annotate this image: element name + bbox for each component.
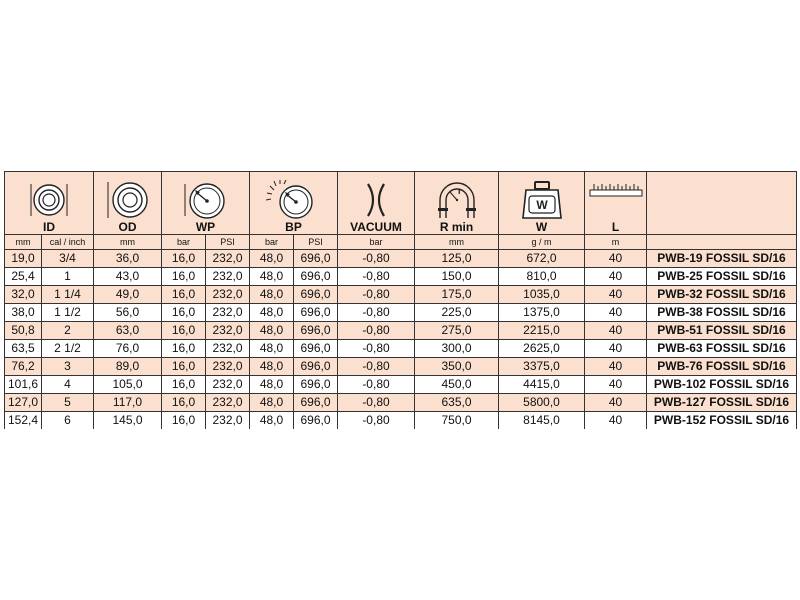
cell-rmin: 300,0 xyxy=(415,340,499,358)
cell-weight: 8145,0 xyxy=(499,412,585,430)
cell-length: 40 xyxy=(585,268,647,286)
cell-vacuum: -0,80 xyxy=(338,304,415,322)
cell-id-mm: 127,0 xyxy=(5,394,42,412)
cell-rmin: 175,0 xyxy=(415,286,499,304)
cell-bp-bar: 48,0 xyxy=(250,304,294,322)
od-label: OD xyxy=(118,220,137,234)
cell-id-mm: 76,2 xyxy=(5,358,42,376)
unit-id-mm: mm xyxy=(5,235,42,250)
concentric-rings-icon xyxy=(29,180,69,220)
cell-rmin: 450,0 xyxy=(415,376,499,394)
cell-id-inch: 6 xyxy=(42,412,94,430)
vacuum-header xyxy=(338,172,415,235)
cell-weight: 2625,0 xyxy=(499,340,585,358)
cell-bp-psi: 696,0 xyxy=(294,412,338,430)
cell-wp-psi: 232,0 xyxy=(206,250,250,268)
cell-wp-bar: 16,0 xyxy=(162,286,206,304)
unit-od: mm xyxy=(94,235,162,250)
cell-id-mm: 63,5 xyxy=(5,340,42,358)
id-header xyxy=(5,172,94,235)
cell-bp-psi: 696,0 xyxy=(294,286,338,304)
cell-od: 105,0 xyxy=(94,376,162,394)
cell-model: PWB-38 FOSSIL SD/16 xyxy=(647,304,797,322)
cell-model: PWB-76 FOSSIL SD/16 xyxy=(647,358,797,376)
cell-wp-psi: 232,0 xyxy=(206,376,250,394)
cell-id-inch: 1 1/4 xyxy=(42,286,94,304)
cell-bp-bar: 48,0 xyxy=(250,322,294,340)
cell-bp-bar: 48,0 xyxy=(250,250,294,268)
cell-length: 40 xyxy=(585,304,647,322)
table-row xyxy=(5,412,797,430)
unit-wp-bar: bar xyxy=(162,235,206,250)
cell-wp-bar: 16,0 xyxy=(162,304,206,322)
vacuum-icon xyxy=(356,180,396,220)
cell-bp-psi: 696,0 xyxy=(294,340,338,358)
id-label: ID xyxy=(43,220,55,234)
cell-od: 56,0 xyxy=(94,304,162,322)
table-row xyxy=(5,340,797,358)
cell-od: 63,0 xyxy=(94,322,162,340)
cell-length: 40 xyxy=(585,286,647,304)
cell-bp-bar: 48,0 xyxy=(250,394,294,412)
bp-label: BP xyxy=(285,220,302,234)
cell-wp-psi: 232,0 xyxy=(206,286,250,304)
cell-id-inch: 5 xyxy=(42,394,94,412)
unit-wp-psi: PSI xyxy=(206,235,250,250)
weight-label: W xyxy=(535,220,548,234)
table-row xyxy=(5,376,797,394)
cell-vacuum: -0,80 xyxy=(338,358,415,376)
cell-vacuum: -0,80 xyxy=(338,268,415,286)
cell-id-inch: 3/4 xyxy=(42,250,94,268)
cell-bp-psi: 696,0 xyxy=(294,376,338,394)
cell-bp-psi: 696,0 xyxy=(294,322,338,340)
unit-vacuum: bar xyxy=(338,235,415,250)
cell-od: 43,0 xyxy=(94,268,162,286)
cell-weight: 3375,0 xyxy=(499,358,585,376)
cell-vacuum: -0,80 xyxy=(338,340,415,358)
cell-wp-psi: 232,0 xyxy=(206,304,250,322)
unit-weight: g / m xyxy=(499,235,585,250)
rmin-header xyxy=(415,172,499,235)
cell-wp-bar: 16,0 xyxy=(162,250,206,268)
cell-model: PWB-102 FOSSIL SD/16 xyxy=(647,376,797,394)
cell-model: PWB-63 FOSSIL SD/16 xyxy=(647,340,797,358)
cell-wp-bar: 16,0 xyxy=(162,268,206,286)
cell-rmin: 350,0 xyxy=(415,358,499,376)
cell-model: PWB-152 FOSSIL SD/16 xyxy=(647,412,797,430)
cell-bp-psi: 696,0 xyxy=(294,250,338,268)
cell-bp-psi: 696,0 xyxy=(294,358,338,376)
table-row xyxy=(5,250,797,268)
cell-rmin: 635,0 xyxy=(415,394,499,412)
hose-ring-icon xyxy=(106,180,150,220)
cell-od: 89,0 xyxy=(94,358,162,376)
cell-model: PWB-32 FOSSIL SD/16 xyxy=(647,286,797,304)
cell-weight: 2215,0 xyxy=(499,322,585,340)
cell-id-inch: 1 1/2 xyxy=(42,304,94,322)
units-row xyxy=(5,235,797,250)
cell-model: PWB-19 FOSSIL SD/16 xyxy=(647,250,797,268)
cell-vacuum: -0,80 xyxy=(338,394,415,412)
cell-wp-psi: 232,0 xyxy=(206,394,250,412)
cell-vacuum: -0,80 xyxy=(338,322,415,340)
length-header xyxy=(585,172,647,235)
cell-bp-bar: 48,0 xyxy=(250,358,294,376)
unit-model xyxy=(647,235,797,250)
cell-bp-bar: 48,0 xyxy=(250,376,294,394)
cell-id-mm: 50,8 xyxy=(5,322,42,340)
cell-id-mm: 32,0 xyxy=(5,286,42,304)
cell-bp-psi: 696,0 xyxy=(294,268,338,286)
model-header xyxy=(647,172,797,235)
table-row xyxy=(5,304,797,322)
table-row xyxy=(5,322,797,340)
length-label: L xyxy=(611,220,620,234)
cell-od: 145,0 xyxy=(94,412,162,430)
cell-model: PWB-127 FOSSIL SD/16 xyxy=(647,394,797,412)
cell-length: 40 xyxy=(585,322,647,340)
cell-id-mm: 38,0 xyxy=(5,304,42,322)
bend-radius-icon xyxy=(432,180,482,220)
cell-model: PWB-51 FOSSIL SD/16 xyxy=(647,322,797,340)
cell-length: 40 xyxy=(585,394,647,412)
cell-wp-psi: 232,0 xyxy=(206,412,250,430)
cell-weight: 1375,0 xyxy=(499,304,585,322)
cell-length: 40 xyxy=(585,340,647,358)
cell-bp-bar: 48,0 xyxy=(250,268,294,286)
cell-id-inch: 4 xyxy=(42,376,94,394)
cell-wp-bar: 16,0 xyxy=(162,412,206,430)
cell-id-mm: 19,0 xyxy=(5,250,42,268)
cell-id-mm: 101,6 xyxy=(5,376,42,394)
cell-od: 36,0 xyxy=(94,250,162,268)
cell-wp-bar: 16,0 xyxy=(162,394,206,412)
cell-weight: 1035,0 xyxy=(499,286,585,304)
cell-od: 117,0 xyxy=(94,394,162,412)
cell-bp-psi: 696,0 xyxy=(294,304,338,322)
wp-header xyxy=(162,172,250,235)
cell-weight: 5800,0 xyxy=(499,394,585,412)
cell-id-inch: 2 1/2 xyxy=(42,340,94,358)
cell-id-inch: 2 xyxy=(42,322,94,340)
cell-weight: 672,0 xyxy=(499,250,585,268)
radius-symbol: r xyxy=(457,186,462,196)
cell-bp-bar: 48,0 xyxy=(250,286,294,304)
cell-length: 40 xyxy=(585,250,647,268)
cell-wp-bar: 16,0 xyxy=(162,340,206,358)
cell-wp-psi: 232,0 xyxy=(206,358,250,376)
cell-od: 49,0 xyxy=(94,286,162,304)
cell-wp-bar: 16,0 xyxy=(162,322,206,340)
table-row xyxy=(5,286,797,304)
table-row xyxy=(5,268,797,286)
unit-bp-bar: bar xyxy=(250,235,294,250)
cell-bp-bar: 48,0 xyxy=(250,340,294,358)
cell-rmin: 225,0 xyxy=(415,304,499,322)
cell-bp-bar: 48,0 xyxy=(250,412,294,430)
cell-length: 40 xyxy=(585,376,647,394)
cell-wp-psi: 232,0 xyxy=(206,322,250,340)
cell-rmin: 750,0 xyxy=(415,412,499,430)
cell-id-inch: 1 xyxy=(42,268,94,286)
cell-id-mm: 152,4 xyxy=(5,412,42,430)
cell-rmin: 150,0 xyxy=(415,268,499,286)
cell-id-inch: 3 xyxy=(42,358,94,376)
cell-wp-bar: 16,0 xyxy=(162,358,206,376)
unit-bp-psi: PSI xyxy=(294,235,338,250)
unit-rmin: mm xyxy=(415,235,499,250)
bp-header xyxy=(250,172,338,235)
header-icon-row xyxy=(5,172,797,235)
vacuum-label: VACUUM xyxy=(350,220,402,234)
cell-od: 76,0 xyxy=(94,340,162,358)
hose-spec-table xyxy=(4,171,797,429)
weight-header xyxy=(499,172,585,235)
cell-wp-bar: 16,0 xyxy=(162,376,206,394)
cell-vacuum: -0,80 xyxy=(338,286,415,304)
pressure-gauge-icon xyxy=(183,180,229,220)
cell-id-mm: 25,4 xyxy=(5,268,42,286)
ruler-icon xyxy=(588,180,644,220)
cell-model: PWB-25 FOSSIL SD/16 xyxy=(647,268,797,286)
weight-symbol: W xyxy=(535,198,548,212)
cell-weight: 4415,0 xyxy=(499,376,585,394)
cell-vacuum: -0,80 xyxy=(338,376,415,394)
unit-length: m xyxy=(585,235,647,250)
cell-vacuum: -0,80 xyxy=(338,250,415,268)
wp-label: WP xyxy=(195,220,216,234)
burst-gauge-icon xyxy=(266,180,322,220)
rmin-label: R min xyxy=(439,220,474,234)
unit-id-inch: cal / inch xyxy=(42,235,94,250)
cell-bp-psi: 696,0 xyxy=(294,394,338,412)
cell-rmin: 275,0 xyxy=(415,322,499,340)
cell-vacuum: -0,80 xyxy=(338,412,415,430)
cell-length: 40 xyxy=(585,358,647,376)
table-row xyxy=(5,394,797,412)
cell-rmin: 125,0 xyxy=(415,250,499,268)
od-header xyxy=(94,172,162,235)
weight-icon xyxy=(520,180,564,220)
cell-weight: 810,0 xyxy=(499,268,585,286)
cell-wp-psi: 232,0 xyxy=(206,268,250,286)
table-row xyxy=(5,358,797,376)
cell-wp-psi: 232,0 xyxy=(206,340,250,358)
cell-length: 40 xyxy=(585,412,647,430)
